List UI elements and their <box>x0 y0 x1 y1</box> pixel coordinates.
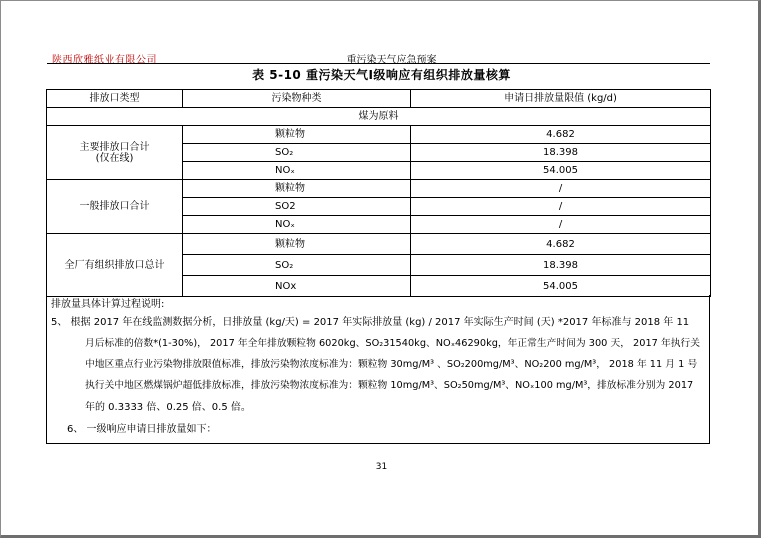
group-name-line: (仅在线) <box>95 152 134 164</box>
header-company: 陕西欣雅纸业有限公司 <box>52 55 157 66</box>
section-label: 煤为原料 <box>47 108 711 126</box>
notes-line: 5、 根据 2017 年在线监测数据分析，日排放量 (kg/天) = 2017 年实际排放量 (kg) / 2017 年实际生产时间 (天) *2017 年标准与 2018 年 11 <box>51 317 690 328</box>
emission-table <box>46 89 711 297</box>
table-row <box>47 234 711 255</box>
notes-line: 6、 一级响应申请日排放量如下： <box>67 424 217 435</box>
value-cell: 18.398 <box>411 255 711 276</box>
notes-line: 执行关中地区燃煤锅炉超低排放标准，排放污染物浓度标准为：颗粒物 10mg/M³、SO₂50mg/M³、NOₓ100 mg/M³，排放标准分别为 2017 <box>85 380 694 391</box>
table-caption: 表 5-10 重污染天气Ⅰ级响应有组织排放量核算 <box>252 68 511 82</box>
value-cell: 54.005 <box>411 276 711 297</box>
value-cell: 4.682 <box>411 234 711 255</box>
header-title: 重污染天气应急预案 <box>346 55 437 66</box>
page-number: 31 <box>375 462 388 472</box>
calculation-notes <box>46 295 710 444</box>
pollutant-cell: 颗粒物 <box>183 126 411 144</box>
group-name-line: 主要排放口合计 <box>79 141 150 153</box>
group-name-total: 全厂有组织排放口总计 <box>47 234 183 297</box>
pollutant-cell: NOₓ <box>183 216 411 234</box>
header-divider <box>47 63 710 64</box>
value-cell: 18.398 <box>411 144 711 162</box>
pollutant-cell: NOx <box>183 276 411 297</box>
section-row <box>47 108 711 126</box>
value-cell: / <box>411 216 711 234</box>
pollutant-cell: SO₂ <box>183 144 411 162</box>
notes-line: 月后标准的倍数*(1-30%)， 2017 年全年排放颗粒物 6020kg、SO₂31540kg、NOₓ46290kg，年正常生产时间为 300 天， 2017 年执行关 <box>85 338 700 349</box>
table-header-row <box>47 90 711 108</box>
pollutant-cell: 颗粒物 <box>183 180 411 198</box>
column-header: 排放口类型 <box>47 90 183 108</box>
notes-heading: 排放量具体计算过程说明: <box>51 299 165 310</box>
notes-line: 年的 0.3333 倍、0.25 倍、0.5 倍。 <box>85 402 251 413</box>
pollutant-cell: 颗粒物 <box>183 234 411 255</box>
group-name-general: 一般排放口合计 <box>47 180 183 234</box>
pollutant-cell: SO₂ <box>183 255 411 276</box>
group-name-main <box>47 126 183 180</box>
column-header: 污染物种类 <box>183 90 411 108</box>
pollutant-cell: NOₓ <box>183 162 411 180</box>
table-row <box>47 126 711 144</box>
notes-line: 中地区重点行业污染物排放限值标准，排放污染物浓度标准为：颗粒物 30mg/M³ 、SO₂200mg/M³、NO₂200 mg/M³， 2018 年 11 月 1 号 <box>85 359 698 370</box>
pollutant-cell: SO2 <box>183 198 411 216</box>
value-cell: 4.682 <box>411 126 711 144</box>
value-cell: / <box>411 180 711 198</box>
table-row <box>47 180 711 198</box>
value-cell: / <box>411 198 711 216</box>
value-cell: 54.005 <box>411 162 711 180</box>
column-header: 申请日排放量限值 (kg/d) <box>411 90 711 108</box>
